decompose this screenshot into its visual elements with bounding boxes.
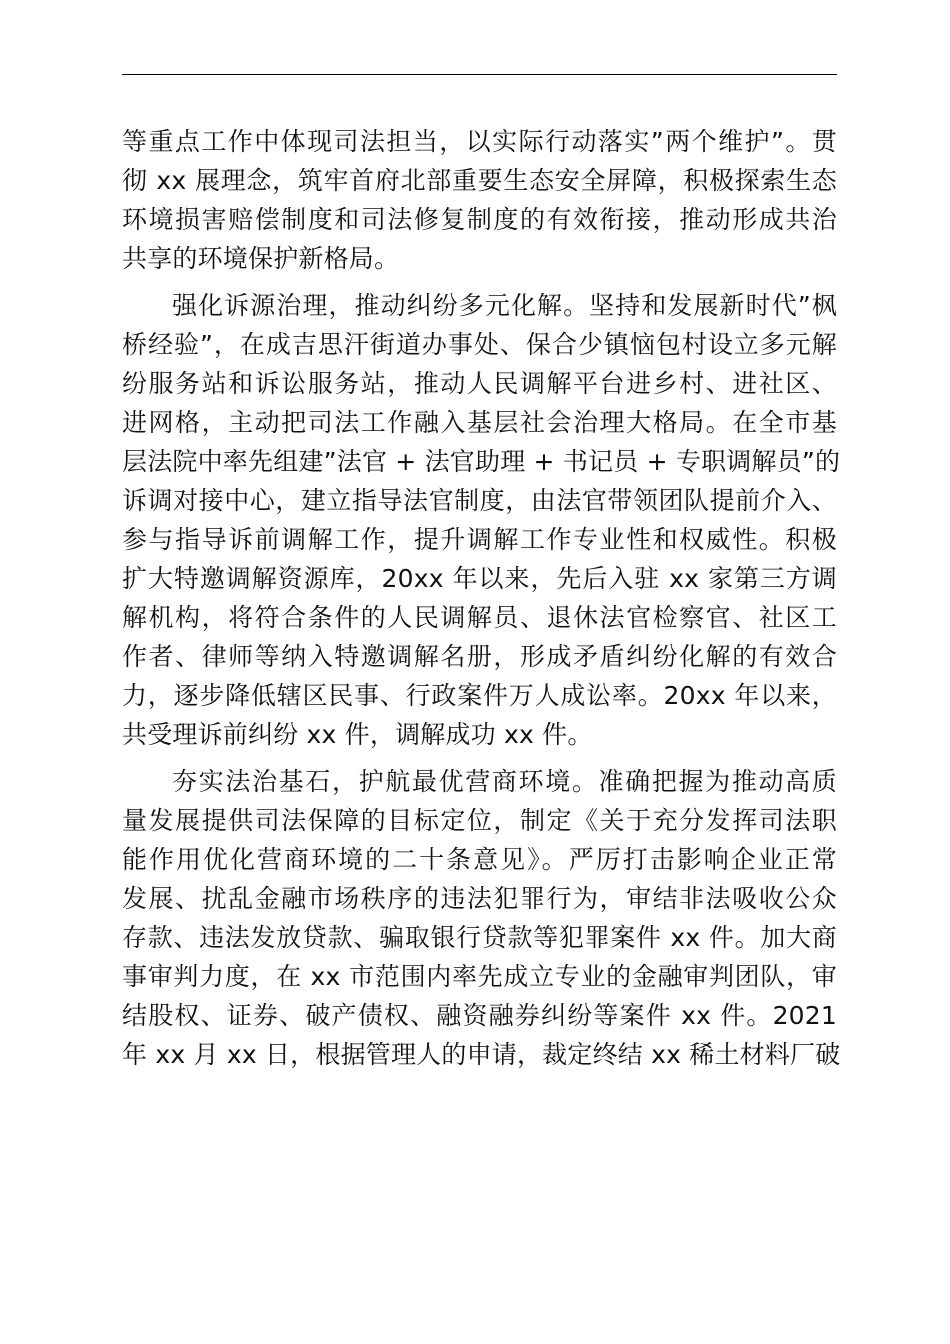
paragraph-2 — [122, 286, 841, 754]
text-line: 诉调对接中心，建立指导法官制度，由法官带领团队提前介入、 — [122, 486, 837, 515]
text-line: 作者、律师等纳入特邀调解名册，形成矛盾纠纷化解的有效合 — [122, 642, 837, 671]
text-line: 事审判力度，在 xx 市范围内率先成立专业的金融审判团队，审 — [122, 962, 837, 991]
text-line: 共受理诉前纠纷 xx 件，调解成功 xx 件。 — [122, 720, 593, 749]
text-line: 进网格，主动把司法工作融入基层社会治理大格局。在全市基 — [122, 408, 837, 437]
text-line: 量发展提供司法保障的目标定位，制定《关于充分发挥司法职 — [122, 806, 837, 835]
text-line: 夯实法治基石，护航最优营商环境。准确把握为推动高质 — [172, 767, 837, 796]
header-rule — [122, 74, 837, 75]
text-line: 能作用优化营商环境的二十条意见》。严厉打击影响企业正常 — [122, 845, 837, 874]
text-line: 参与指导诉前调解工作，提升调解工作专业性和权威性。积极 — [122, 525, 837, 554]
text-line: 纷服务站和诉讼服务站，推动人民调解平台进乡村、进社区、 — [122, 369, 837, 398]
document-body — [122, 122, 841, 1074]
text-line: 解机构，将符合条件的人民调解员、退休法官检察官、社区工 — [122, 603, 837, 632]
text-line: 发展、扰乱金融市场秩序的违法犯罪行为，审结非法吸收公众 — [122, 884, 837, 913]
text-line: 彻 xx 展理念，筑牢首府北部重要生态安全屏障，积极探索生态 — [122, 166, 837, 195]
text-line: 扩大特邀调解资源库，20xx 年以来，先后入驻 xx 家第三方调 — [122, 564, 837, 593]
text-line: 环境损害赔偿制度和司法修复制度的有效衔接，推动形成共治 — [122, 205, 837, 234]
text-line: 力，逐步降低辖区民事、行政案件万人成讼率。20xx 年以来， — [122, 681, 837, 710]
text-line: 结股权、证券、破产债权、融资融券纠纷等案件 xx 件。2021 — [122, 1001, 837, 1030]
text-line: 强化诉源治理，推动纠纷多元化解。坚持和发展新时代”枫 — [172, 291, 837, 320]
text-line: 桥经验”，在成吉思汗街道办事处、保合少镇恼包村设立多元解 — [122, 330, 837, 359]
paragraph-1 — [122, 122, 837, 278]
text-line: 存款、违法发放贷款、骗取银行贷款等犯罪案件 xx 件。加大商 — [122, 923, 837, 952]
text-line: 等重点工作中体现司法担当，以实际行动落实”两个维护”。贯 — [122, 127, 837, 156]
text-line: 共享的环境保护新格局。 — [122, 244, 400, 273]
text-line: 层法院中率先组建”法官 + 法官助理 + 书记员 + 专职调解员”的 — [122, 447, 841, 476]
paragraph-3 — [122, 762, 841, 1074]
text-line: 年 xx 月 xx 日，根据管理人的申请，裁定终结 xx 稀土材料厂破 — [122, 1040, 841, 1069]
